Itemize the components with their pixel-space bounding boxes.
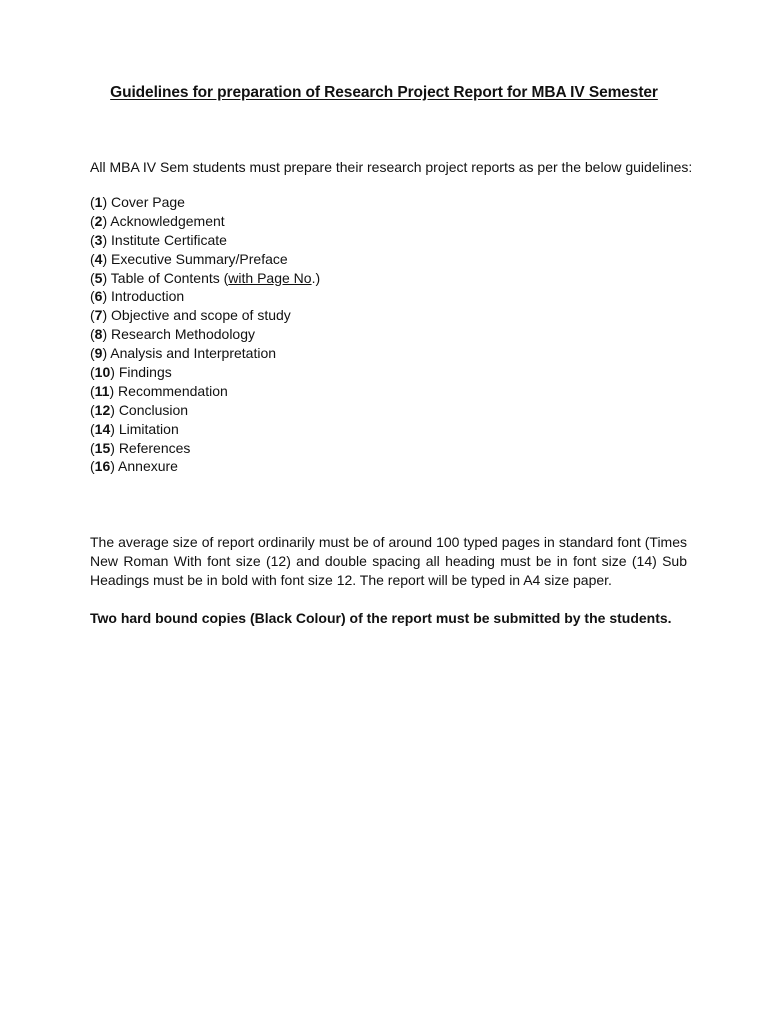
list-item: (14) Limitation xyxy=(90,420,179,437)
item-label: Objective and scope of study xyxy=(111,307,291,324)
item-label: Introduction xyxy=(111,288,185,305)
item-label: Analysis and Interpretation xyxy=(110,345,277,362)
item-label: Conclusion xyxy=(118,401,189,418)
list-item: (10) Findings xyxy=(90,364,172,381)
item-label: Recommendation xyxy=(118,382,228,399)
list-item: (11) Recommendation xyxy=(90,382,228,399)
list-item: (9) Analysis and Interpretation xyxy=(90,345,277,362)
list-item: (5) Table of Contents (with Page No.) xyxy=(90,269,321,286)
item-number: 8 xyxy=(94,326,103,343)
report-size-paragraph: The average size of report ordinarily must be of around 100 typed pages in standard font (Times New Roman With font size (12) and double spacing all heading must be in font size (14) Sub Headings must be in bold with font size 12. The report will be typed in A4 size paper. xyxy=(90,534,687,588)
item-label: Research Methodology xyxy=(111,326,256,343)
item-number: 1 xyxy=(94,194,103,210)
guideline-list xyxy=(90,193,690,476)
item-number: 9 xyxy=(94,345,103,362)
item-label: Acknowledgement xyxy=(110,212,225,229)
item-number: 2 xyxy=(94,212,103,229)
item-label: Limitation xyxy=(118,420,179,437)
list-item: (1) Cover Page xyxy=(90,194,185,210)
page-title-text: Guidelines for preparation of Research Project Report for MBA IV Semester xyxy=(110,84,658,101)
page-title xyxy=(0,84,768,102)
list-item: (15) References xyxy=(90,439,191,456)
item-number: 12 xyxy=(94,401,111,418)
item-number: 3 xyxy=(94,231,103,248)
list-item: (6) Introduction xyxy=(90,288,185,305)
item-number: 5 xyxy=(94,269,103,286)
item-number: 6 xyxy=(94,288,103,305)
item-label-underlined: with Page No xyxy=(228,269,312,286)
list-item: (8) Research Methodology xyxy=(90,326,256,343)
item-label: Findings xyxy=(118,364,172,381)
item-label: Institute Certificate xyxy=(111,231,227,248)
item-label-suffix: .) xyxy=(311,269,321,286)
list-item: (12) Conclusion xyxy=(90,401,189,418)
list-item: (3) Institute Certificate xyxy=(90,231,227,248)
list-item: (7) Objective and scope of study xyxy=(90,307,291,324)
list-item: (2) Acknowledgement xyxy=(90,212,225,229)
item-label: References xyxy=(118,439,191,456)
item-number: 16 xyxy=(94,458,111,475)
item-label: Annexure xyxy=(118,458,178,475)
list-item: (4) Executive Summary/Preface xyxy=(90,250,288,267)
item-number: 15 xyxy=(94,439,111,456)
item-number: 10 xyxy=(94,364,111,381)
item-label: Cover Page xyxy=(111,194,185,210)
item-number: 14 xyxy=(94,420,111,437)
intro-text: All MBA IV Sem students must prepare their research project reports as per the below guidelines: xyxy=(90,159,693,175)
item-number: 4 xyxy=(94,250,103,267)
item-label: Table of Contents ( xyxy=(110,269,229,286)
item-number: 11 xyxy=(94,382,110,399)
item-number: 7 xyxy=(94,307,103,324)
submission-note: Two hard bound copies (Black Colour) of the report must be submitted by the students. xyxy=(90,610,672,626)
item-label: Executive Summary/Preface xyxy=(111,250,288,267)
list-item: (16) Annexure xyxy=(90,458,178,475)
